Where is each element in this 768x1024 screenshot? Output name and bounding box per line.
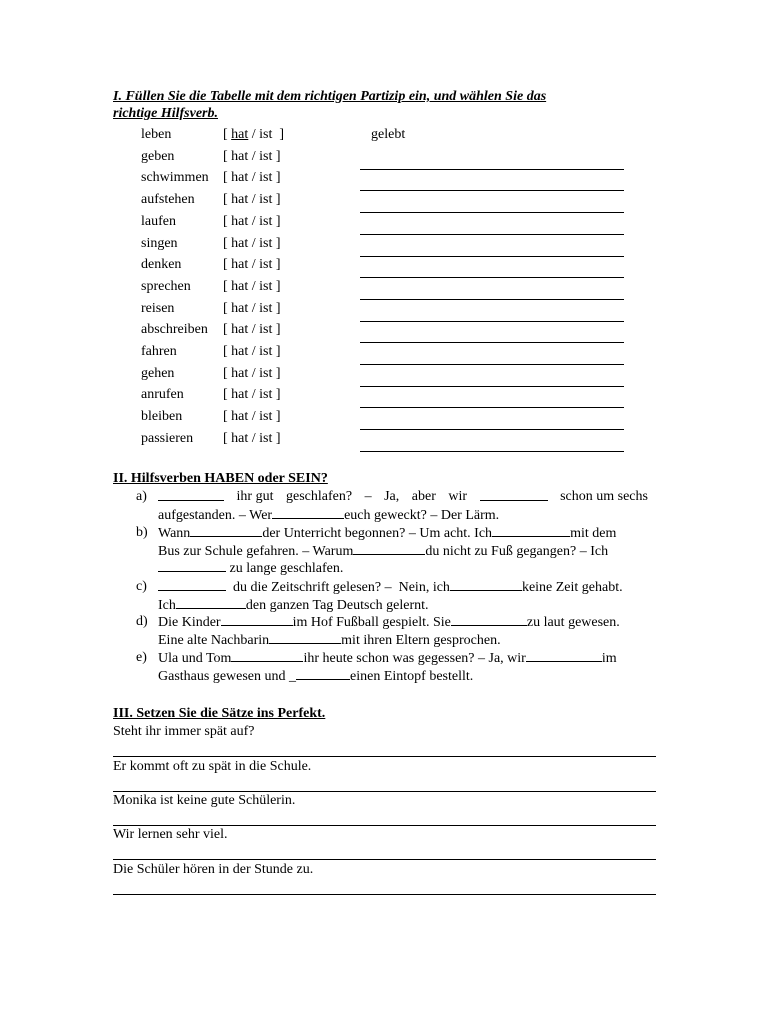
verb-cell: singen [141,235,178,251]
table-row [0,408,768,425]
text-segment: im Hof Fußball gespielt. Sie [292,615,451,630]
table-row [0,148,768,165]
sentence-prompt: Die Schüler hören in der Stunde zu. [113,862,314,877]
text-segment: mit ihren Eltern gesprochen. [341,633,501,648]
text-segment: du die Zeitschrift gelesen? – [233,580,392,595]
text-segment: Ich [158,598,176,613]
text-segment: Ja, [384,489,400,504]
auxiliary-choice[interactable]: [ hat / ist ] [223,300,281,316]
table-row [0,300,768,317]
table-row [0,343,768,360]
auxiliary-choice[interactable]: [ hat / ist ] [223,344,281,359]
verb-cell: bleiben [141,409,183,425]
section1-title-line2: richtige Hilfsverb. [113,106,218,121]
text-segment: schon um sechs [560,489,648,504]
blank-field[interactable] [158,578,226,591]
text-segment: Wann [158,526,191,541]
auxiliary-choice[interactable]: [ hat / ist ] [223,192,281,208]
sentence-prompt: Steht ihr immer spät auf? [113,724,255,739]
exercise-e-line2 [158,667,648,685]
table-row [0,169,768,186]
exercise-label: b) [136,525,148,540]
answer-line[interactable] [360,451,624,452]
blank-field[interactable] [272,506,344,519]
table-row [0,256,768,273]
sentence-prompt: Er kommt oft zu spät in die Schule. [113,759,312,774]
table-row [0,126,768,143]
sentence-prompt: Monika ist keine gute Schülerin. [113,793,296,808]
text-segment: zu laut gewesen. [526,615,620,630]
table-row [0,278,768,295]
blank-field[interactable] [231,649,303,662]
section2-title: II. Hilfsverben HABEN oder SEIN? [113,471,328,486]
text-segment: du nicht zu Fuß gegangen? – Ich [425,544,609,559]
answer-line[interactable] [113,756,656,757]
table-row [0,213,768,230]
text-segment: Nein, ich [398,580,450,595]
text-segment: – [364,489,372,504]
text-segment: Die Kinder [158,615,221,630]
table-row [0,430,768,447]
exercise-b-line3 [158,559,648,577]
table-row [0,235,768,252]
blank-field[interactable] [269,631,341,644]
sentence-prompt: Wir lernen sehr viel. [113,827,228,842]
participle-answer: gelebt [371,127,406,142]
text-segment: der Unterricht begonnen? – Um acht. Ich [262,526,493,541]
blank-field[interactable] [221,613,293,626]
text-segment: ihr gut [236,489,274,504]
blank-field[interactable] [480,488,548,501]
auxiliary-choice[interactable]: [ hat / ist ] [223,278,281,294]
blank-field[interactable] [526,649,602,662]
exercise-label: d) [136,614,148,629]
verb-cell: anrufen [141,387,184,403]
exercise-c-line2 [158,596,648,614]
auxiliary-choice[interactable]: [ hat / ist ] [223,213,281,229]
exercise-a-line2 [158,506,648,524]
table-row [0,321,768,338]
text-segment: einen Eintopf bestellt. [350,669,474,684]
auxiliary-choice[interactable]: [ hat / ist ] [223,127,285,142]
verb-cell: sprechen [141,278,191,294]
exercise-e-line1 [158,649,648,667]
section1-title-line1: I. Füllen Sie die Tabelle mit dem richtigen Partizip ein, und wählen Sie das [113,89,547,104]
blank-field[interactable] [450,578,522,591]
text-segment: geschlafen? [285,489,353,504]
auxiliary-choice[interactable]: [ hat / ist ] [223,148,281,164]
exercise-d-line2 [158,631,648,649]
blank-field[interactable] [190,524,262,537]
text-segment: aufgestanden. – Wer [158,508,273,523]
text-segment: den ganzen Tag Deutsch gelernt. [245,598,429,613]
blank-field[interactable] [353,542,425,555]
verb-cell: passieren [141,430,194,446]
text-segment: im [601,651,617,666]
blank-field[interactable] [158,488,224,501]
auxiliary-choice[interactable]: [ hat / ist ] [223,170,281,186]
text-segment: Bus zur Schule gefahren. – Warum [158,544,354,559]
text-segment: Eine alte Nachbarin [158,633,270,648]
verb-cell: schwimmen [141,170,209,186]
verb-cell: leben [141,127,172,142]
text-segment: zu lange geschlafen. [229,561,344,576]
verb-cell: laufen [141,213,176,229]
auxiliary-choice[interactable]: [ hat / ist ] [223,365,281,381]
text-segment: keine Zeit gehabt. [521,580,623,595]
auxiliary-choice[interactable]: [ hat / ist ] [223,430,281,446]
table-row [0,386,768,403]
blank-field[interactable] [296,667,350,680]
exercise-a-line1 [158,488,648,505]
answer-line[interactable] [113,894,656,895]
exercise-b-line2 [158,542,648,560]
verb-cell: denken [141,257,182,273]
exercise-b-line1 [158,524,648,542]
exercise-label: e) [136,650,147,665]
text-segment: wir [448,489,468,504]
table-row [0,191,768,208]
exercise-c-line1 [158,578,648,596]
text-segment: Gasthaus gewesen und _ [158,669,297,684]
blank-field[interactable] [492,524,570,537]
auxiliary-choice[interactable]: [ hat / ist ] [223,257,281,273]
verb-cell: geben [141,148,175,164]
verb-cell: abschreiben [141,322,208,338]
blank-field[interactable] [451,613,527,626]
section3-title: III. Setzen Sie die Sätze ins Perfekt. [113,706,326,721]
auxiliary-choice[interactable]: [ hat / ist ] [223,409,281,425]
text-segment: ihr heute schon was gegessen? – Ja, wir [303,651,526,666]
answer-line[interactable] [113,859,656,860]
verb-cell: gehen [141,365,175,381]
blank-field[interactable] [176,596,246,609]
exercise-label: c) [136,579,147,594]
text-segment: euch geweckt? – Der Lärm. [344,508,500,523]
text-segment: aber [411,489,436,504]
exercise-label: a) [136,489,147,504]
verb-cell: reisen [141,300,175,316]
verb-cell: aufstehen [141,192,195,208]
auxiliary-choice[interactable]: [ hat / ist ] [223,235,281,251]
table-row [0,365,768,382]
blank-field[interactable] [158,559,226,572]
verb-cell: fahren [141,344,177,359]
exercise-d-line1 [158,613,648,631]
text-segment: mit dem [570,526,617,541]
text-segment: Ula und Tom [158,651,232,666]
auxiliary-choice[interactable]: [ hat / ist ] [223,387,281,403]
auxiliary-choice[interactable]: [ hat / ist ] [223,322,281,338]
